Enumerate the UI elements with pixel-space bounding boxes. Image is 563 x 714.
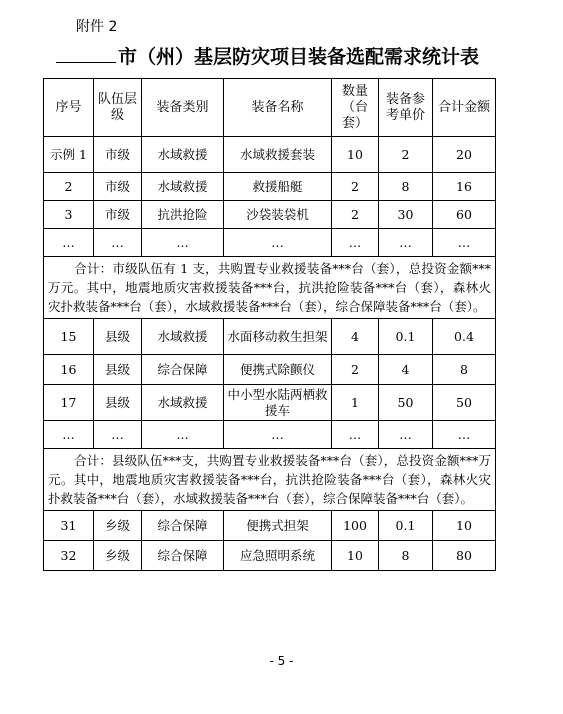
table-cell: 2 [332,201,379,229]
table-cell: 便携式担架 [224,511,332,541]
table-cell: 0.4 [433,319,496,355]
table-row [44,541,496,571]
table-cell: 综合保障 [142,511,224,541]
table-cell: 水域救援 [142,137,224,173]
table-cell: 市级 [94,201,142,229]
table-cell: 便携式除颤仪 [224,355,332,385]
table-cell: 2 [332,173,379,201]
summary-text-content: 合计：市级队伍有 1 支，共购置专业救援装备***台（套），总投资金额***万元。其中，地震地质灾害救援装备***台，抗洪抢险装备***台（套），森林火灾扑救装备***台（套），水域救援装备***台（套），综合保障装备***台（套）。 [48,261,491,314]
table-cell: … [433,421,496,449]
table-cell: 10 [332,541,379,571]
table-cell: 市级 [94,137,142,173]
table-cell: 2 [379,137,433,173]
table-row [44,421,496,449]
table-cell: 31 [44,511,94,541]
table-cell: 16 [44,355,94,385]
table-cell: 中小型水陆两栖救援车 [224,385,332,421]
table-row [44,511,496,541]
table-cell: 3 [44,201,94,229]
table-cell: 80 [433,541,496,571]
table-cell: 15 [44,319,94,355]
table-cell: … [44,421,94,449]
title-blank-line [56,44,116,63]
table-row [44,355,496,385]
table-cell: 水域救援 [142,319,224,355]
table-cell: 16 [433,173,496,201]
table-cell: 综合保障 [142,541,224,571]
table-cell: … [332,421,379,449]
table-row [44,229,496,257]
table-cell: … [94,229,142,257]
header-cell: 合计金额 [433,79,496,137]
table-cell: 10 [433,511,496,541]
table-cell: 8 [379,173,433,201]
attachment-label: 附件 2 [76,19,118,35]
table-cell: 4 [332,319,379,355]
table-cell: 30 [379,201,433,229]
table-cell: … [379,421,433,449]
table-cell: 沙袋装袋机 [224,201,332,229]
table-cell: … [224,229,332,257]
table-cell: 8 [433,355,496,385]
table-cell: 60 [433,201,496,229]
table-cell: 乡级 [94,541,142,571]
summary-text [44,449,496,511]
table-cell: 水域救援套装 [224,137,332,173]
table-row [44,319,496,355]
table-cell: 4 [379,355,433,385]
table-cell: … [94,421,142,449]
table-cell: 示例 1 [44,137,94,173]
table-cell: … [379,229,433,257]
table-cell: 应急照明系统 [224,541,332,571]
table-row [44,173,496,201]
table-cell: 100 [332,511,379,541]
table-cell: 2 [332,355,379,385]
table-cell: 乡级 [94,511,142,541]
table-cell: 10 [332,137,379,173]
table-cell: 50 [433,385,496,421]
table-cell: 水面移动救生担架 [224,319,332,355]
table-row [44,137,496,173]
table-cell: … [433,229,496,257]
table-cell: 水域救援 [142,173,224,201]
table-cell: 救援船艇 [224,173,332,201]
table-cell: … [44,229,94,257]
page-number: - 5 - [269,654,294,668]
table-cell: 综合保障 [142,355,224,385]
table-cell: 县级 [94,385,142,421]
header-cell: 装备名称 [224,79,332,137]
title-text: 市（州）基层防灾项目装备选配需求统计表 [118,46,480,68]
header-cell: 队伍层级 [94,79,142,137]
table-cell: 32 [44,541,94,571]
table-cell: 水域救援 [142,385,224,421]
table-cell: 县级 [94,319,142,355]
header-cell: 数量（台套） [332,79,379,137]
table-cell: 0.1 [379,511,433,541]
document-title [56,42,526,68]
header-row [44,79,496,137]
summary-row [44,449,496,511]
equipment-table [43,78,496,571]
table-row [44,201,496,229]
table-cell: 17 [44,385,94,421]
table-cell: 市级 [94,173,142,201]
header-cell: 装备类别 [142,79,224,137]
header-cell: 序号 [44,79,94,137]
header-cell: 装备参考单价 [379,79,433,137]
table-cell: 2 [44,173,94,201]
table-cell: … [332,229,379,257]
summary-text [44,257,496,319]
table-cell: 1 [332,385,379,421]
table-cell: … [142,229,224,257]
table-cell: 20 [433,137,496,173]
table-cell: 8 [379,541,433,571]
table-cell: 0.1 [379,319,433,355]
table-cell: 50 [379,385,433,421]
table-cell: … [142,421,224,449]
table-row [44,385,496,421]
table-cell: 抗洪抢险 [142,201,224,229]
summary-text-content: 合计：县级队伍***支，共购置专业救援装备***台（套），总投资金额***万元。其中，地震地质灾害救援装备***台，抗洪抢险装备***台（套），森林火灾扑救装备***台（套），水域救援装备***台（套），综合保障装备***台（套）。 [48,453,491,506]
table-cell: 县级 [94,355,142,385]
summary-row [44,257,496,319]
table-cell: … [224,421,332,449]
